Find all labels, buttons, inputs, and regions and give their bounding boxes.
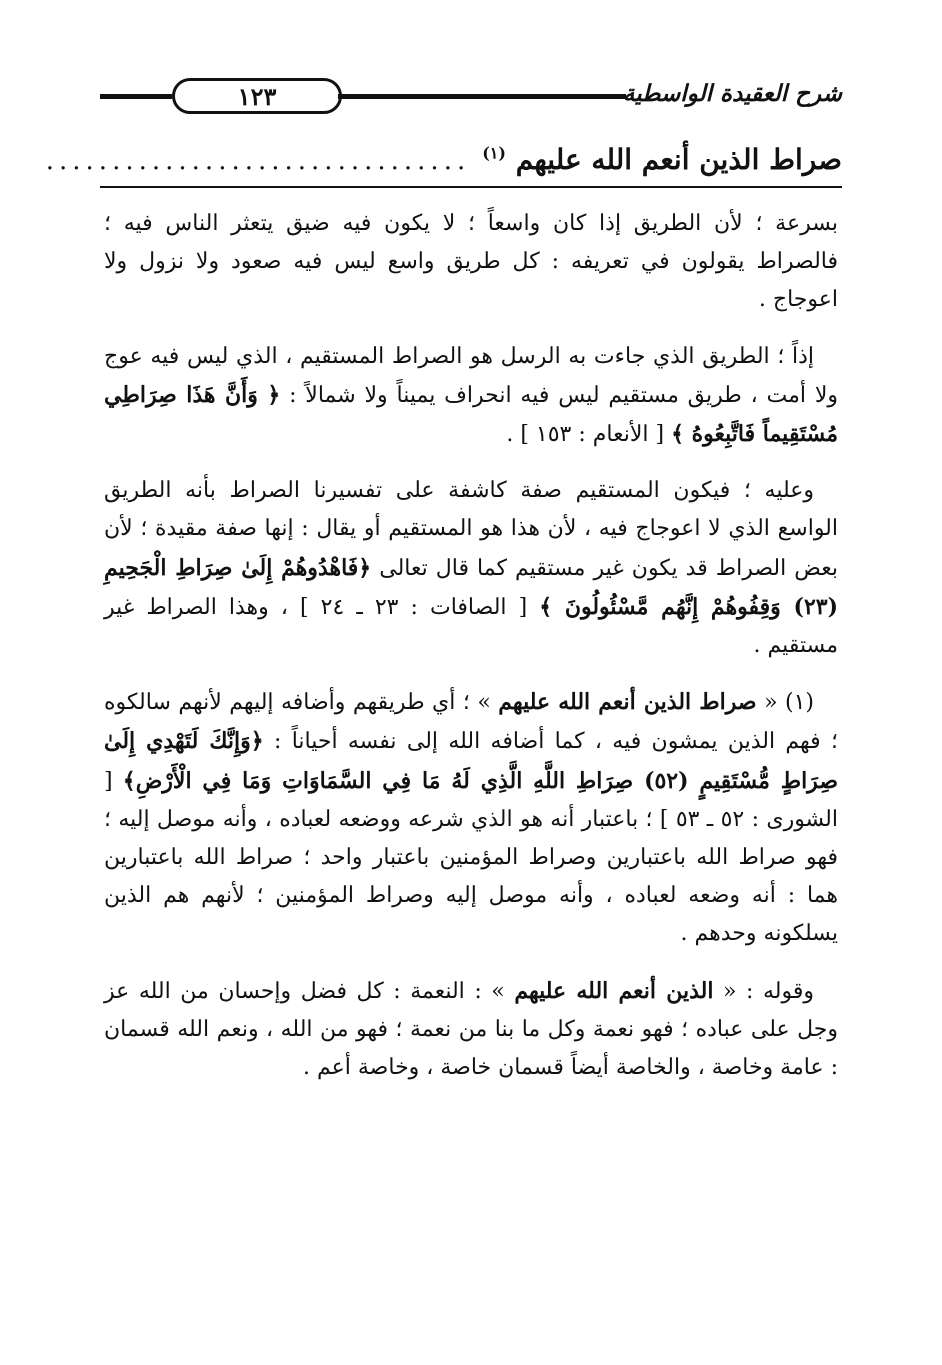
paragraph-2 — [104, 338, 838, 455]
paragraph-3 — [104, 472, 838, 665]
quran-verse: ﴿فَاهْدُوهُمْ إِلَىٰ صِرَاطِ الْجَحِيمِ (٢٣) وَقِفُوهُمْ إِنَّهُم مَّسْئُولُونَ ﴾ — [104, 554, 838, 620]
paragraph-text: بسرعة ؛ لأن الطريق إذا كان واسعاً ؛ لا يكون فيه ضيق يتعثر الناس فيه ؛ فالصراط يقولون في تعريفه : كل طريق واسع ليس فيه صعود ولا نزول ولا اعوجاج . — [104, 211, 838, 313]
footnote-open: (١) « — [764, 690, 815, 716]
paragraph-1 — [104, 205, 838, 320]
page-body — [104, 205, 838, 1105]
verse-reference: [ الأنعام : ١٥٣ ] . — [506, 422, 665, 448]
paragraph-text: » ؛ أي طريقهم وأضافه إليهم لأنهم سالكوه ؛ فهم الذين يمشون فيه ، كما أضافه الله إلى نفسه أحياناً : — [104, 690, 838, 755]
paragraph-text: » : النعمة : كل فضل وإحسان من الله عز وجل على عباده ؛ فهو نعمة وكل ما بنا من نعمة ؛ فهو من الله ، ونعم الله قسمان : عامة وخاصة ، والخاصة أيضاً قسمان خاصة ، وخاصة أعم . — [104, 978, 838, 1081]
verse-reference: [ الصافات : ٢٣ ـ ٢٤ ] ، وهذا الصراط غير مستقيم . — [104, 594, 838, 659]
quoted-phrase: صراط الذين أنعم الله عليهم — [498, 689, 757, 716]
book-title: شرح العقيدة الواسطية — [622, 80, 842, 107]
heading-divider — [100, 186, 842, 188]
verse-reference: [ الشورى : ٥٢ ـ ٥٣ ] ؛ باعتبار أنه هو الذي شرعه ووضعه لعباده ، وأنه موصل إليه ؛ فهو صراط الله باعتبارين وصراط المؤمنين باعتبار واحد ؛ صراط الله باعتبارين هما : أنه وضعه لعباده ، وأنه موصل إليه وصراط المؤمنين ؛ لأنهم هم الذين يسلكونه وحدهم . — [104, 768, 838, 947]
page-header — [100, 78, 842, 112]
leader-dots: ................................ — [45, 146, 471, 176]
section-title — [482, 143, 842, 176]
header-rule-left — [100, 94, 172, 99]
quoted-phrase: الذين أنعم الله عليهم — [514, 977, 714, 1004]
paragraph-text: وعليه ؛ فيكون المستقيم صفة كاشفة على تفسيرنا الصراط بأنه الطريق الواسع الذي لا اعوجاج فيه ، لأن هذا هو المستقيم أو يقال : إنها صفة مقيدة ؛ لأن بعض الصراط قد يكون غير مستقيم كما قال تعالى — [104, 478, 838, 581]
section-title-text: صراط الذين أنعم الله عليهم — [515, 143, 842, 176]
page-number-badge — [172, 78, 342, 114]
section-heading — [45, 128, 842, 176]
quran-verse: ﴿ وَأَنَّ هَذَا صِرَاطِي مُسْتَقِيماً فَاتَّبِعُوهُ ﴾ — [104, 381, 838, 448]
paragraph-4-footnote — [104, 683, 838, 953]
paragraph-text: إذاً ؛ الطريق الذي جاءت به الرسل هو الصراط المستقيم ، الذي ليس فيه عوج ولا أمت ، طريق مستقيم ليس فيه انحراف يميناً ولا شمالاً : — [104, 343, 838, 408]
quran-verse: ﴿وَإِنَّكَ لَتَهْدِي إِلَىٰ صِرَاطٍ مُّسْتَقِيمٍ (٥٢) صِرَاطِ اللَّهِ الَّذِي لَهُ مَا فِي السَّمَاوَاتِ وَمَا فِي الْأَرْضِ﴾ — [104, 728, 838, 794]
paragraph-5 — [104, 972, 838, 1088]
page-number: ١٢٣ — [237, 81, 277, 111]
footnote-marker: (١) — [482, 143, 506, 163]
header-rule-middle — [338, 94, 626, 99]
paragraph-text: وقوله : « — [723, 978, 814, 1004]
